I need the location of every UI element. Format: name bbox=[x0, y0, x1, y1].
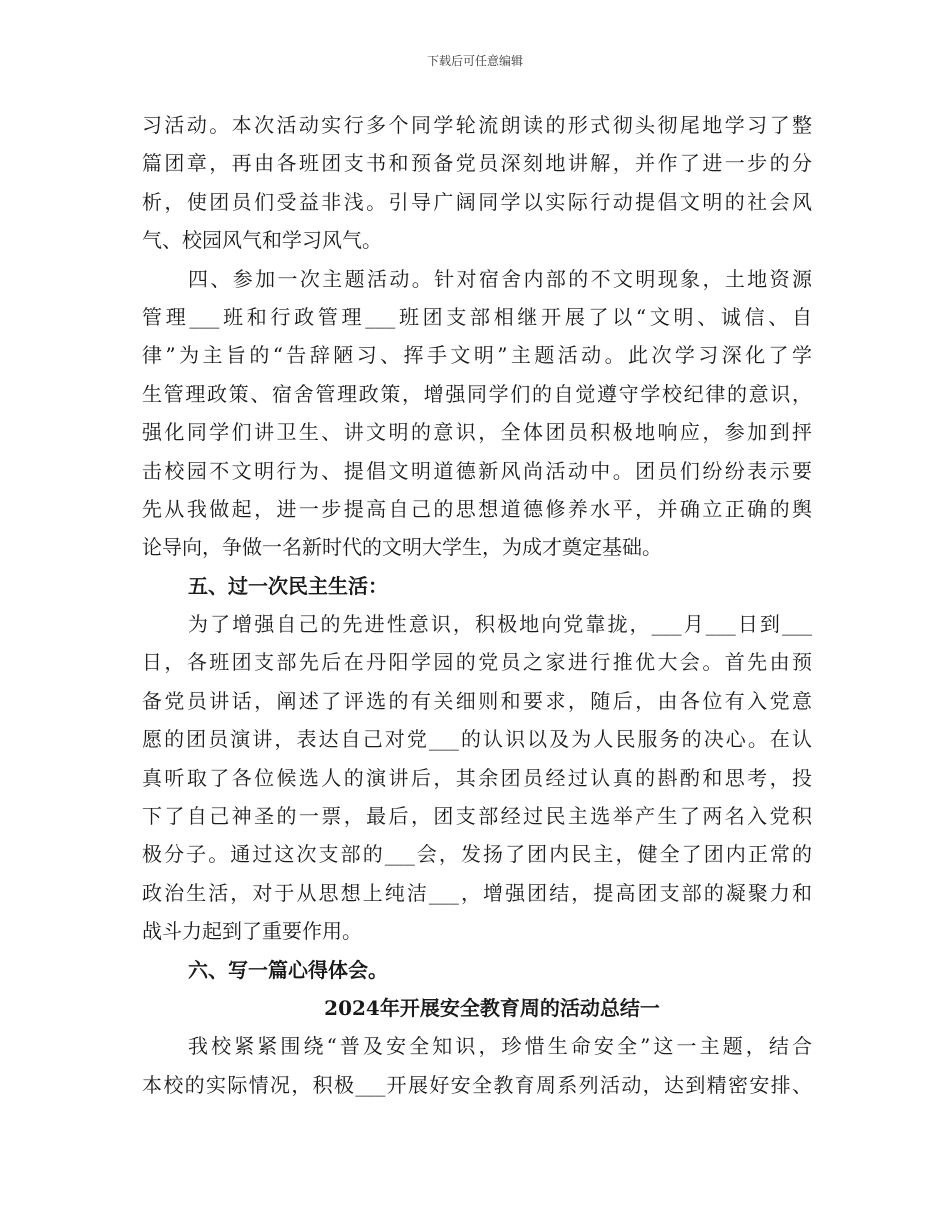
paragraph-line: 下了自己神圣的一票，最后，团支部经过民主选举产生了两名入党积 bbox=[142, 804, 812, 829]
paragraph-line: 习活动。本次活动实行多个同学轮流朗读的形式彻头彻尾地学习了整 bbox=[142, 113, 812, 137]
paragraph-line: 政治生活，对于从思想上纯洁___，增强团结，提高团支部的凝聚力和 bbox=[142, 880, 812, 905]
paragraph-line: 极分子。通过这次支部的___会，发扬了团内民主，健全了团内正常的 bbox=[142, 842, 812, 867]
paragraph-line: 为了增强自己的先进性意识，积极地向党靠拢，___月___日到___ bbox=[188, 612, 812, 637]
section-heading: 五、过一次民主生活： bbox=[188, 573, 388, 598]
paragraph-line: 我校紧紧围绕“普及安全知识，珍惜生命安全”这一主题，结合 bbox=[188, 1034, 812, 1059]
paragraph-line: 日，各班团支部先后在丹阳学园的党员之家进行推优大会。首先由预 bbox=[142, 650, 812, 675]
paragraph-line: 愿的团员演讲，表达自己对党___的认识以及为人民服务的决心。在认 bbox=[142, 727, 812, 752]
paragraph-line: 真听取了各位候选人的演讲后，其余团员经过认真的斟酌和思考，投 bbox=[142, 765, 812, 790]
paragraph-line: 论导向，争做一名新时代的文明大学生，为成才奠定基础。 bbox=[142, 535, 662, 560]
paragraph-line: 备党员讲话，阐述了评选的有关细则和要求，随后，由各位有入党意 bbox=[142, 688, 812, 713]
document-body bbox=[142, 108, 812, 1106]
paragraph-line: 气、校园风气和学习风气。 bbox=[142, 228, 382, 253]
paragraph-line: 击校园不文明行为、提倡文明道德新风尚活动中。团员们纷纷表示要 bbox=[142, 458, 812, 483]
paragraph-line: 强化同学们讲卫生、讲文明的意识，全体团员积极地响应，参加到抨 bbox=[142, 420, 812, 445]
section-heading: 六、写一篇心得体会。 bbox=[188, 957, 388, 982]
document-title: 2024年开展安全教育周的活动总结一 bbox=[324, 995, 660, 1020]
paragraph-line: 篇团章，再由各班团支书和预备党员深刻地讲解，并作了进一步的分 bbox=[142, 151, 812, 176]
paragraph-line: 本校的实际情况，积极___开展好安全教育周系列活动，达到精密安排、 bbox=[142, 1072, 812, 1097]
paragraph-line: 律”为主旨的“告辞陋习、挥手文明”主题活动。此次学习深化了学 bbox=[142, 343, 812, 368]
paragraph-line: 先从我做起，进一步提高自己的思想道德修养水平，并确立正确的舆 bbox=[142, 496, 812, 521]
paragraph-line: 战斗力起到了重要作用。 bbox=[142, 919, 362, 944]
page-header: 下载后可任意编辑 bbox=[426, 54, 523, 68]
paragraph-line: 生管理政策、宿舍管理政策，增强同学们的自觉遵守学校纪律的意识， bbox=[142, 381, 812, 406]
paragraph-line: 四、参加一次主题活动。针对宿舍内部的不文明现象，土地资源 bbox=[188, 266, 812, 291]
paragraph-line: 管理___班和行政管理___班团支部相继开展了以“文明、诚信、自 bbox=[142, 304, 812, 329]
paragraph-line: 析，使团员们受益非浅。引导广阔同学以实际行动提倡文明的社会风 bbox=[142, 189, 812, 214]
